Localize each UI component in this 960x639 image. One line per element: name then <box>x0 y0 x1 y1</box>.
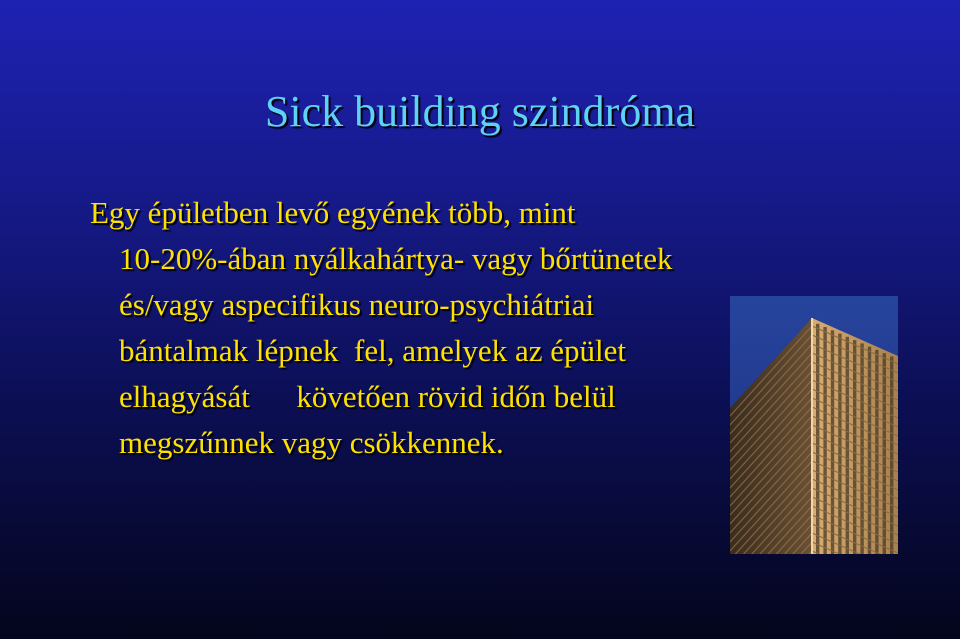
body-line-1: Egy épületben levő egyének több, mint <box>90 195 576 230</box>
body-line-4: bántalmak lépnek fel, amelyek az épület <box>119 333 626 368</box>
building-photo <box>730 296 898 554</box>
slide-title: Sick building szindróma <box>264 87 696 136</box>
body-line-6: megszűnnek vagy csökkennek. <box>119 425 504 460</box>
body-line-3: és/vagy aspecifikus neuro-psychiátriai <box>119 287 595 322</box>
body-line-5: elhagyását követően rövid időn belül <box>119 379 616 414</box>
body-line-2: 10-20%-ában nyálkahártya- vagy bőrtünetek <box>119 241 673 276</box>
